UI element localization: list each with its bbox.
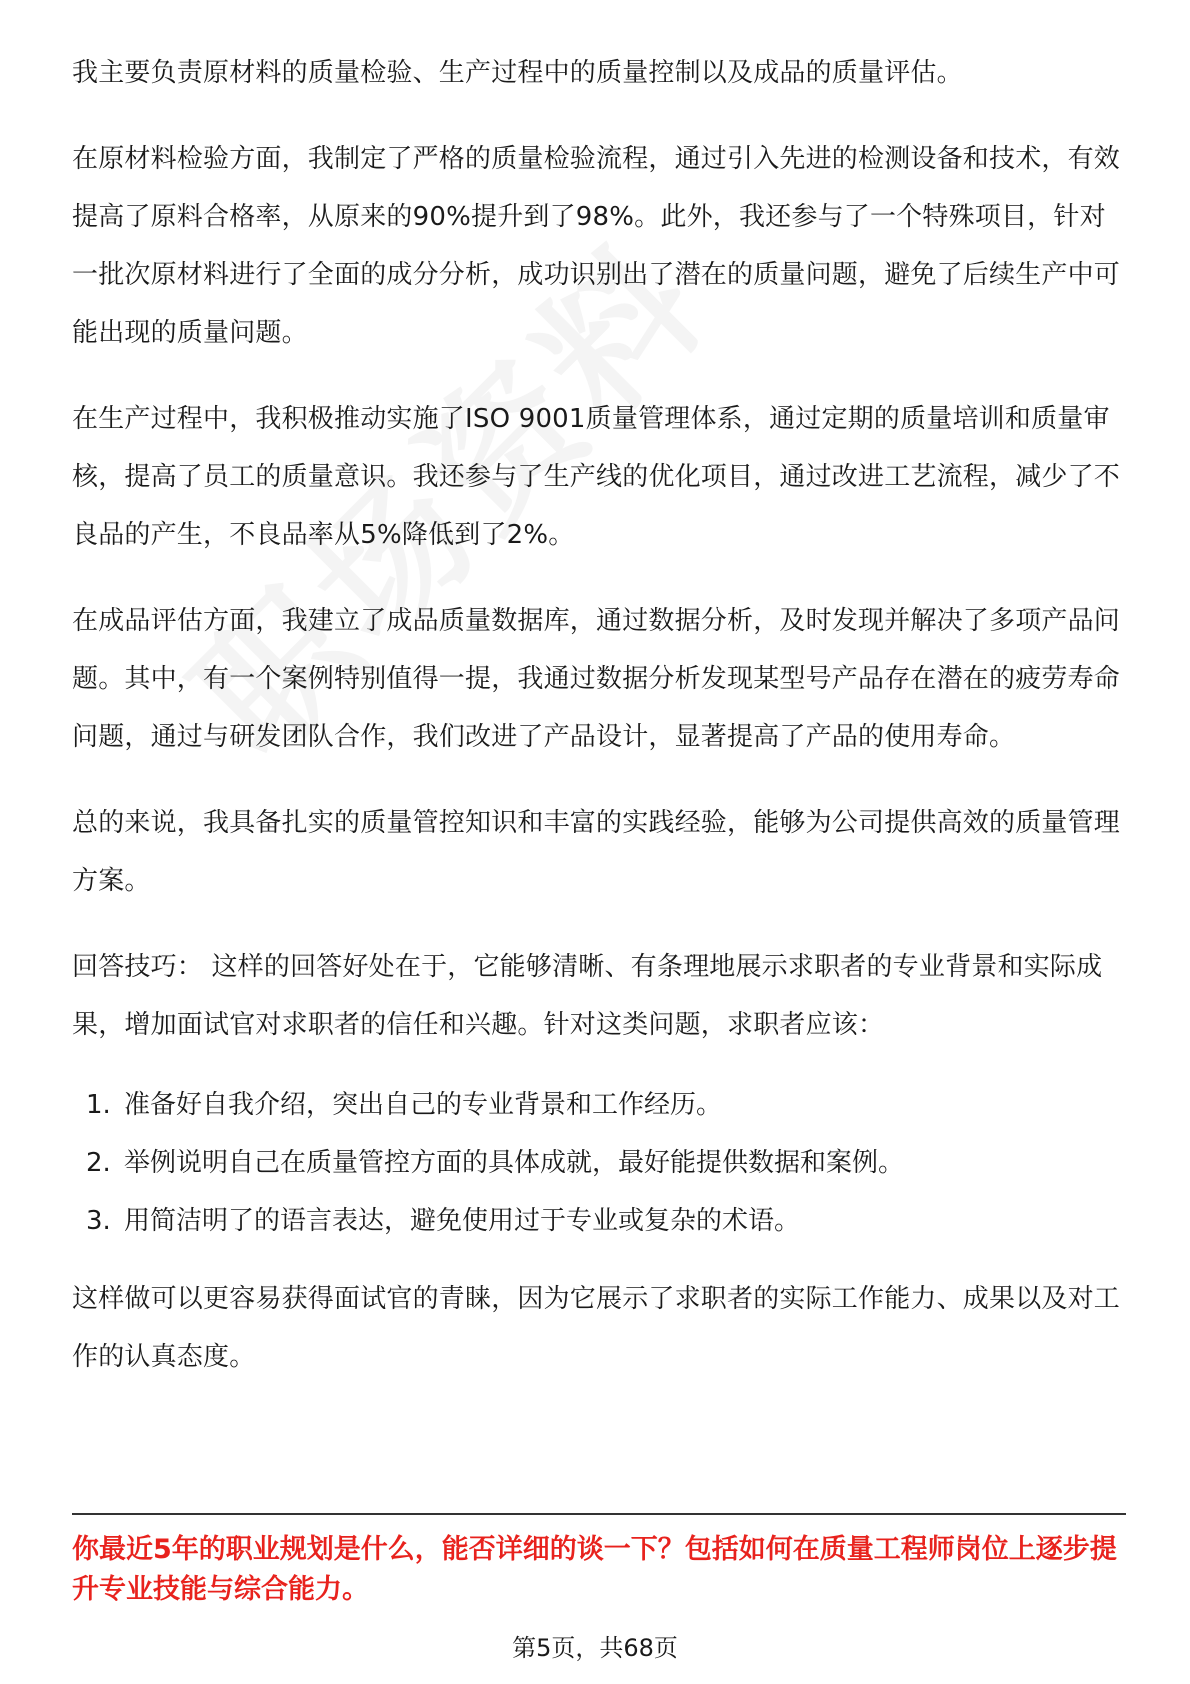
section-divider [72, 1513, 1126, 1515]
paragraph: 在生产过程中，我积极推动实施了ISO 9001质量管理体系，通过定期的质量培训和质量审核，提高了员工的质量意识。我还参与了生产线的优化项目，通过改进工艺流程，减少了不良品的产生，不良品率从5%降低到了2%。 [72, 404, 1121, 550]
list-number: 3. [86, 1206, 111, 1236]
paragraph: 我主要负责原材料的质量检验、生产过程中的质量控制以及成品的质量评估。 [72, 58, 963, 88]
tips-list [72, 1076, 1128, 1250]
list-text: 用简洁明了的语言表达，避免使用过于专业或复杂的术语。 [124, 1206, 801, 1236]
list-number: 1. [86, 1090, 111, 1120]
list-item [72, 1192, 1128, 1250]
paragraph: 在原材料检验方面，我制定了严格的质量检验流程，通过引入先进的检测设备和技术，有效提高了原料合格率，从原来的90%提升到了98%。此外，我还参与了一个特殊项目，针对一批次原材料进行了全面的成分分析，成功识别出了潜在的质量问题，避免了后续生产中可能出现的质量问题。 [72, 144, 1121, 348]
list-number: 2. [86, 1148, 111, 1178]
list-text: 准备好自我介绍，突出自己的专业背景和工作经历。 [124, 1090, 723, 1120]
document-body [72, 44, 1128, 1414]
list-text: 举例说明自己在质量管控方面的具体成就，最好能提供数据和案例。 [124, 1148, 905, 1178]
next-question-heading: 你最近5年的职业规划是什么，能否详细的谈一下？包括如何在质量工程师岗位上逐步提升专业技能与综合能力。 [72, 1534, 1117, 1605]
answer-tips-paragraph: 回答技巧： 这样的回答好处在于，它能够清晰、有条理地展示求职者的专业背景和实际成果，增加面试官对求职者的信任和兴趣。针对这类问题，求职者应该： [72, 952, 1103, 1040]
page-number: 第5页，共68页 [512, 1634, 678, 1662]
paragraph: 在成品评估方面，我建立了成品质量数据库，通过数据分析，及时发现并解决了多项产品问题。其中，有一个案例特别值得一提，我通过数据分析发现某型号产品存在潜在的疲劳寿命问题，通过与研发团队合作，我们改进了产品设计，显著提高了产品的使用寿命。 [72, 606, 1121, 752]
closing-paragraph: 这样做可以更容易获得面试官的青睐，因为它展示了求职者的实际工作能力、成果以及对工作的认真态度。 [72, 1284, 1121, 1372]
list-item [72, 1076, 1128, 1134]
list-item [72, 1134, 1128, 1192]
paragraph: 总的来说，我具备扎实的质量管控知识和丰富的实践经验，能够为公司提供高效的质量管理方案。 [72, 808, 1121, 896]
